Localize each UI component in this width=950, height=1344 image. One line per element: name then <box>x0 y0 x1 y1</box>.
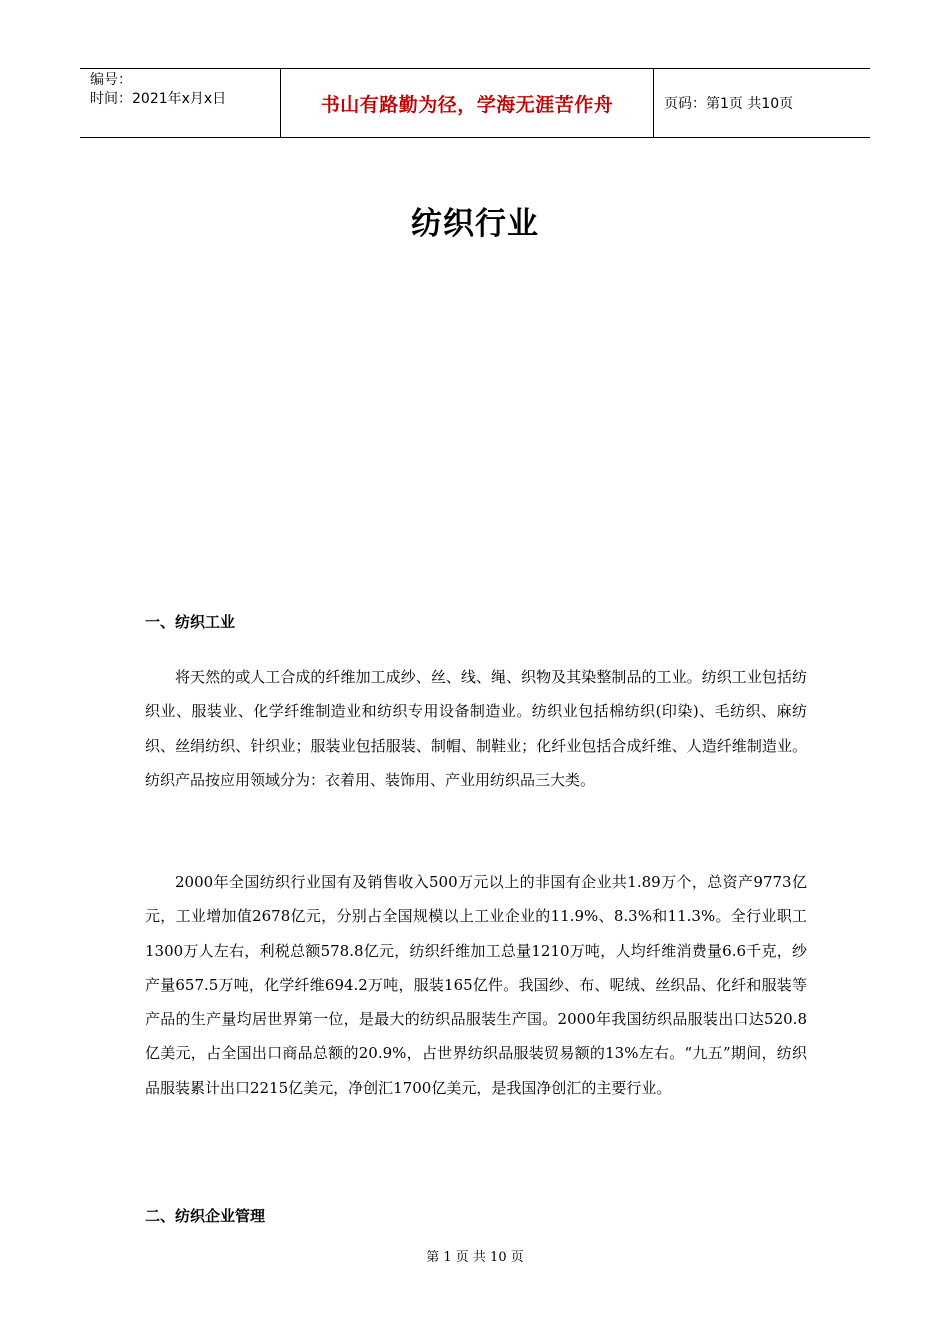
header-motto-cell <box>281 69 654 137</box>
document-title: 纺织行业 <box>411 206 539 242</box>
header-page-cell <box>654 69 870 137</box>
header-meta-cell <box>80 69 281 137</box>
header-motto: 书山有路勤为径，学海无涯苦作舟 <box>320 93 614 116</box>
header-table <box>80 68 870 138</box>
section-heading-enterprise-management: 二、纺织企业管理 <box>145 1207 266 1225</box>
section-heading-textile-industry: 一、纺织工业 <box>145 613 236 631</box>
header-page-info: 页码：第1页 共10页 <box>664 96 794 112</box>
document-number-label: 编号： <box>90 72 132 88</box>
paragraph-textile-statistics: 2000年全国纺织行业国有及销售收入500万元以上的非国有企业共1.89万个，总资产9773亿元，工业增加值2678亿元，分别占全国规模以上工业企业的11.9%、8.3%和11.3%。全行业职工1300万人左右，利税总额578.8亿元，纺织纤维加工总量1210万吨，人均纤维消费量6.6千克，纱产量657.5万吨，化学纤维694.2万吨，服装165亿件。我国纱、布、呢绒、丝织品、化纤和服装等产品的生产量均居世界第一位，是最大的纺织品服装生产国。2000年我国纺织品服装出口达520.8亿美元，占全国出口商品总额的20.9%，占世界纺织品服装贸易额的13%左右。“九五”期间，纺织品服装累计出口2215亿美元，净创汇1700亿美元，是我国净创汇的主要行业。 <box>145 873 807 1097</box>
page-footer: 第 1 页 共 10 页 <box>426 1250 524 1265</box>
document-time-label: 时间：2021年x月x日 <box>90 91 227 107</box>
paragraph-textile-definition: 将天然的或人工合成的纤维加工成纱、丝、线、绳、织物及其染整制品的工业。纺织工业包括纺织业、服装业、化学纤维制造业和纺织专用设备制造业。纺织业包括棉纺织(印染)、毛纺织、麻纺织、丝绢纺织、针织业；服装业包括服装、制帽、制鞋业；化纤业包括合成纤维、人造纤维制造业。纺织产品按应用领域分为：衣着用、装饰用、产业用纺织品三大类。 <box>145 668 807 789</box>
